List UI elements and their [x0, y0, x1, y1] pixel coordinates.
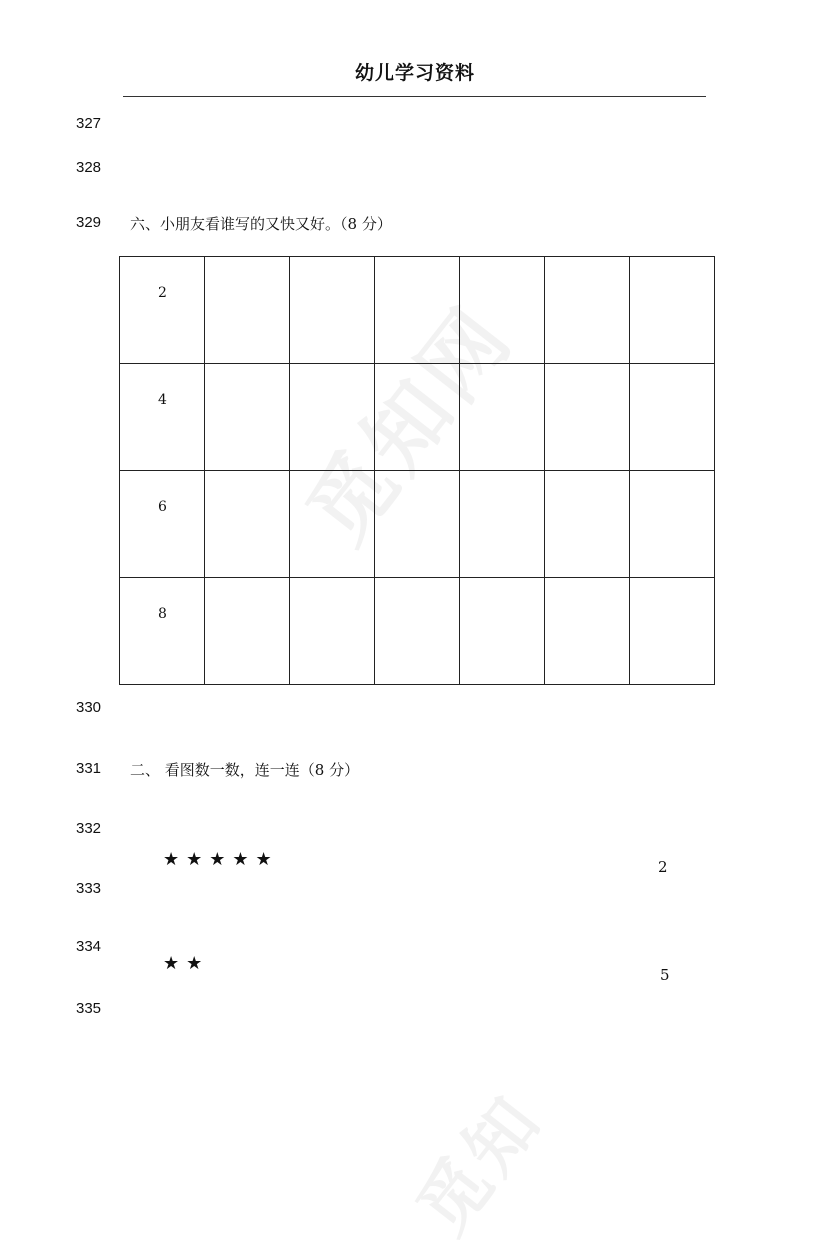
line-number: 327 [76, 115, 102, 132]
line-number: 335 [76, 1000, 102, 1017]
writing-cell[interactable] [460, 471, 545, 578]
page-title: 幼儿学习资料 [354, 63, 475, 84]
writing-cell[interactable] [460, 257, 545, 364]
writing-cell[interactable] [630, 257, 715, 364]
writing-cell[interactable] [290, 364, 375, 471]
writing-cell[interactable] [375, 578, 460, 685]
line-number: 330 [76, 699, 102, 716]
line-number: 333 [76, 880, 102, 897]
grid-row [120, 471, 715, 578]
grid-number-cell [120, 471, 205, 578]
five-stars[interactable]: ★★★★★ [163, 849, 279, 870]
section-two-heading: 二、 看图数一数，连一连（8 分） [130, 761, 360, 779]
writing-cell[interactable] [375, 364, 460, 471]
writing-cell[interactable] [545, 257, 630, 364]
writing-cell[interactable] [545, 578, 630, 685]
grid-number: 4 [158, 392, 167, 408]
grid-number: 6 [158, 499, 167, 515]
writing-cell[interactable] [460, 364, 545, 471]
grid-number: 8 [158, 606, 167, 622]
line-number: 332 [76, 820, 102, 837]
watermark-bottom: 觅知 [401, 1078, 560, 1250]
section-six-heading: 六、小朋友看谁写的又快又好。（8 分） [130, 215, 392, 233]
watermark: 觅知网 [288, 287, 532, 562]
two-stars[interactable]: ★★ [163, 953, 210, 974]
title-divider [123, 96, 706, 97]
line-number: 331 [76, 760, 102, 777]
grid-number-cell [120, 364, 205, 471]
writing-cell[interactable] [630, 471, 715, 578]
writing-cell[interactable] [205, 578, 290, 685]
match-number[interactable]: 2 [658, 858, 668, 876]
writing-cell[interactable] [290, 471, 375, 578]
grid-number: 2 [158, 285, 167, 301]
grid-row [120, 257, 715, 364]
grid-number-cell [120, 578, 205, 685]
writing-cell[interactable] [205, 257, 290, 364]
writing-cell[interactable] [375, 471, 460, 578]
writing-grid [119, 256, 715, 685]
writing-cell[interactable] [630, 578, 715, 685]
line-number: 334 [76, 938, 102, 955]
writing-cell[interactable] [630, 364, 715, 471]
line-number: 329 [76, 214, 102, 231]
match-number[interactable]: 5 [660, 966, 670, 984]
writing-cell[interactable] [460, 578, 545, 685]
writing-cell[interactable] [205, 471, 290, 578]
grid-number-cell [120, 257, 205, 364]
writing-cell[interactable] [290, 257, 375, 364]
grid-row [120, 364, 715, 471]
writing-cell[interactable] [290, 578, 375, 685]
writing-cell[interactable] [545, 471, 630, 578]
grid-row [120, 578, 715, 685]
line-number: 328 [76, 159, 102, 176]
writing-cell[interactable] [205, 364, 290, 471]
writing-cell[interactable] [375, 257, 460, 364]
writing-cell[interactable] [545, 364, 630, 471]
